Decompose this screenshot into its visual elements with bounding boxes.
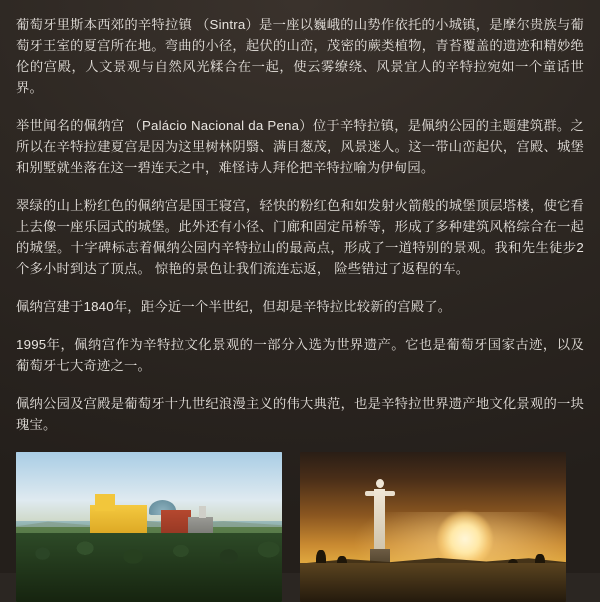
forest bbox=[16, 533, 282, 602]
paragraph: 翠绿的山上粉红色的佩纳宫是国王寝宫，轻快的粉红色和如发射火箭般的城堡顶层塔楼，使它看上去像一座乐园式的城堡。此外还有小径、门廊和固定吊桥等，形成了多种建筑风格综合在一起的城堡。十字碑标志着佩纳公园内辛特拉山的最高点，形成了一道特别的景观。我和先生徒步2个多小时到达了顶点。 惊艳的景色让我们流连忘返， 险些错过了返程的车。 bbox=[16, 198, 584, 276]
paragraph: 佩纳公园及宫殿是葡萄牙十九世纪浪漫主义的伟大典范，也是辛特拉世界遗产地文化景观的一块瑰宝。 bbox=[16, 396, 584, 432]
paragraph: 举世闻名的佩纳宫 （Palácio Nacional da Pena）位于辛特拉镇，是佩纳公园的主题建筑群。之所以在辛特拉建夏宫是因为这里树林阴翳、满目葱茂，风景迷人。这一带山峦起伏，宫殿、城堡和别墅就坐落在这一碧连天之中，难怪诗人拜伦把辛特拉喻为伊甸园。 bbox=[16, 118, 584, 175]
statue-body bbox=[374, 489, 385, 551]
paragraph: 1995年，佩纳宫作为辛特拉文化景观的一部分入选为世界遗产。它也是葡萄牙国家古迹，以及葡萄牙七大奇迹之一。 bbox=[16, 337, 584, 373]
pena-palace-photo bbox=[16, 452, 282, 602]
spire bbox=[199, 506, 205, 517]
foreground-ground bbox=[300, 563, 566, 602]
statue-figure bbox=[365, 479, 395, 575]
photo-gallery bbox=[0, 452, 600, 602]
paragraph: 佩纳宫建于1840年，距今近一个半世纪，但却是辛特拉比较新的宫殿了。 bbox=[16, 299, 452, 314]
statue-head bbox=[376, 479, 384, 488]
yellow-tower bbox=[95, 494, 115, 511]
paragraph: 葡萄牙里斯本西郊的辛特拉镇 （Sintra）是一座以巍峨的山势作依托的小城镇，是摩尔贵族与葡萄牙王室的夏宫所在地。弯曲的小径，起伏的山峦，茂密的蕨类植物，青苔覆盖的遗迹和精妙绝伦的宫殿，人文景观与自然风光糅合在一起，使云雾缭绕、风景宜人的辛特拉宛如一个童话世界。 bbox=[16, 17, 584, 95]
cristo-rei-statue-sunset-photo bbox=[300, 452, 566, 602]
